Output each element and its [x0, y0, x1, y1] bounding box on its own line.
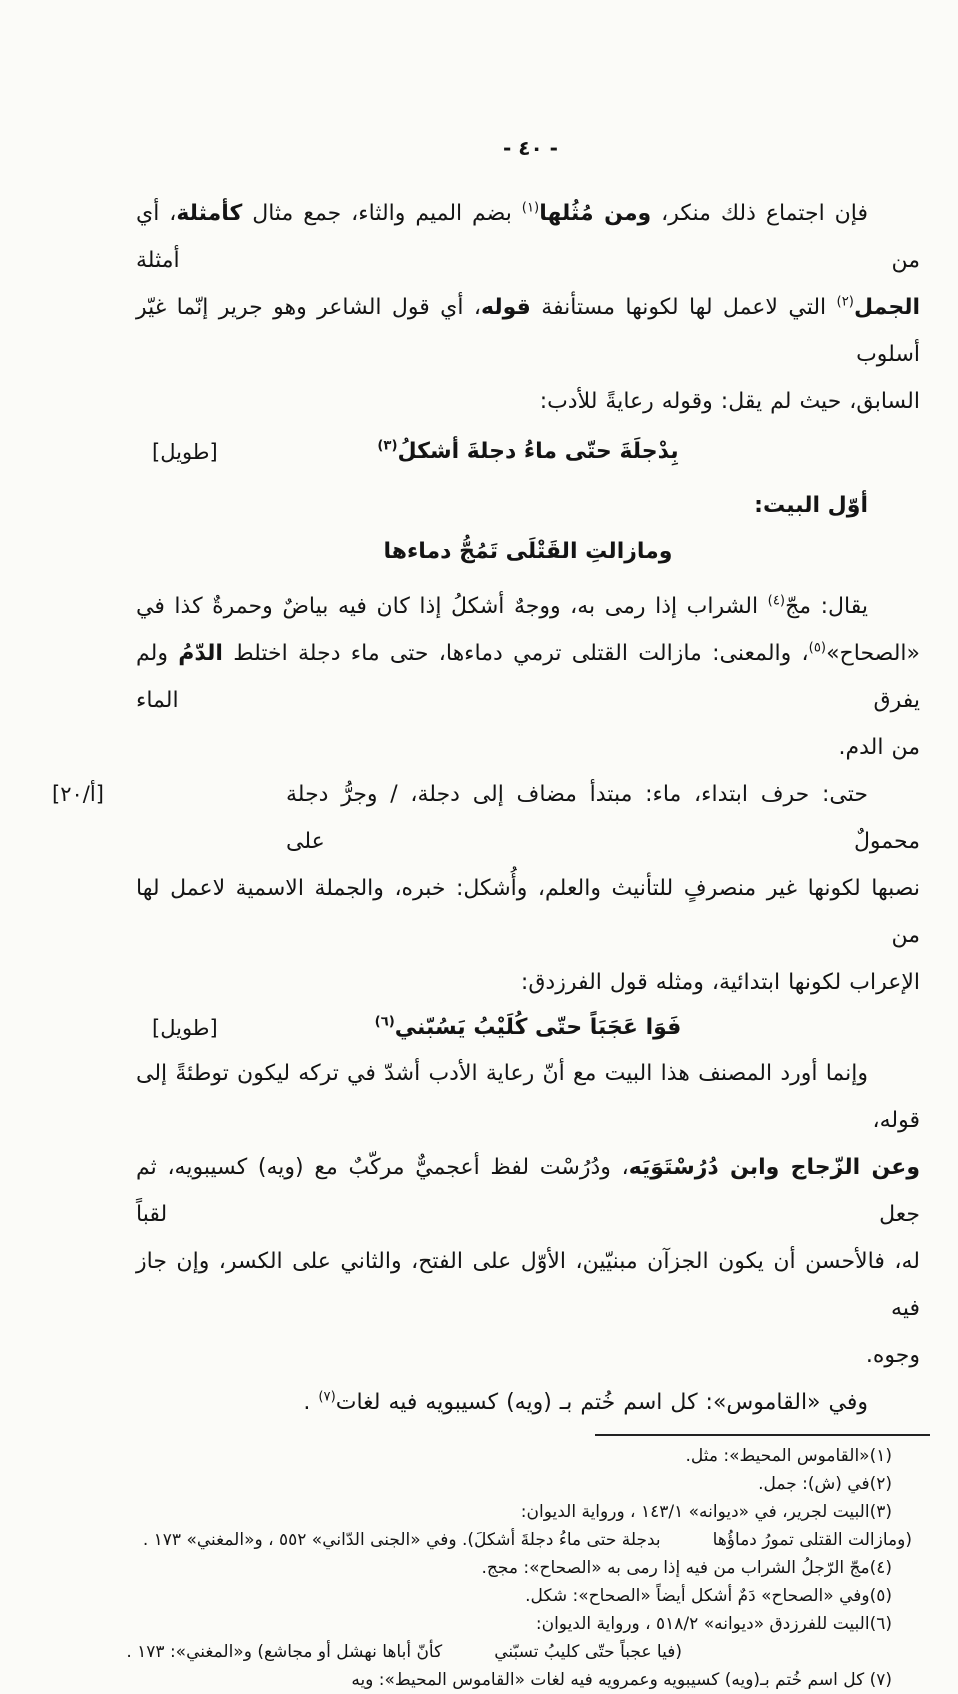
footnote-line: (٧) كل اسم خُتم بـ(ويه) كسيبويه وعمرويه فيه لغات «القاموس المحيط»: ويه	[351, 1670, 892, 1690]
scanned-book-page	[52, 0, 958, 1690]
page-number: - ٤٠ -	[503, 136, 558, 160]
paragraph	[136, 1050, 920, 1379]
footnote-line: (٤)مجّ الرّجلُ الشراب من فيه إذا رمى به «الصحاح»: مجج.	[481, 1558, 892, 1578]
body-line: وجوه.	[865, 1343, 920, 1368]
body-line-text: حتى: حرف ابتداء، ماء: مبتدأ مضاف إلى دجلة، / وجرُّ دجلة محمولٌ على	[286, 782, 920, 854]
paragraph	[136, 1379, 920, 1426]
verse-line	[136, 1006, 920, 1050]
body-line: وفي «القاموس»: كل اسم خُتم بـ (ويه) كسيبويه فيه لغات$^{(٧)}$ .	[303, 1389, 868, 1415]
verse-text: فَوَا عَجَبَاً حتّى كُلَيْبُ يَسُبّني$^{(٦)}$	[374, 1014, 682, 1040]
footnote-line: (٥)وفي «الصحاح» دَمٌ أشكل أيضاً «الصحاح»: شكل.	[525, 1586, 892, 1606]
body-line: وعن الزّجاج وابن دُرُسْتَوَيَه، ودُرُسْت لفظ أعجميٌّ مركّبٌ مع (ويه) كسيبويه، ثم جعل لقباً	[136, 1155, 920, 1227]
body-line	[52, 771, 920, 865]
footnote-line: (١)«القاموس المحيط»: مثل.	[685, 1446, 892, 1466]
body-line: الجمل$^{(٢)}$ التي لاعمل لها لكونها مستأنفة قوله، أي قول الشاعر وهو جرير إنّما غيّر أسلوب	[136, 294, 920, 367]
verse-line	[136, 530, 920, 574]
body-line: وإنما أورد المصنف هذا البيت مع أنّ رعاية الأدب أشدّ في تركه ليكون توطئةً إلى قوله،	[136, 1061, 920, 1133]
paragraph	[52, 771, 920, 1006]
verse-line	[136, 430, 920, 474]
verse-text: بِدْجلَةَ حتّى ماءُ دجلةَ أشكلُ$^{(٣)}$	[377, 438, 679, 464]
verse-text: ومازالتِ القَتْلَى تَمُجُّ دماءها	[383, 539, 673, 564]
body-line: فإن اجتماع ذلك منكر، ومن مُثُلها$^{(١)}$ بضم الميم والثاء، جمع مثال كأمثلة، أي من أمثلة	[136, 200, 920, 273]
section-label: أوّل البيت:	[754, 493, 868, 518]
body-line: من الدم.	[838, 735, 920, 760]
body-line: يقال: مجّ$^{(٤)}$ الشراب إذا رمى به، ووجهٌ أشكلُ إذا كان فيه بياضٌ وحمرةٌ كذا في	[136, 593, 868, 619]
footnote-verse-line: (ومازالت القتلى تمورُ دماؤُها بدجلة حتى ماءُ دجلةَ أشكلَ). وفي «الجنى الدّاني» ٥٥٢ ، و«المغني» ١٧٣ .	[142, 1530, 912, 1550]
footnotes	[128, 1442, 920, 1694]
body-line: الإعراب لكونها ابتدائية، ومثله قول الفرزدق:	[520, 970, 920, 995]
body-line: السابق، حيث لم يقل: وقوله رعايةً للأدب:	[539, 389, 920, 414]
page-content	[52, 190, 920, 1694]
body-line: نصبها لكونها غير منصرفٍ للتأنيث والعلم، وأُشكل: خبره، والجملة الاسمية لاعمل لها من	[136, 876, 920, 948]
meter-label: [طويل]	[152, 440, 218, 464]
folio-marker: [أ/٢٠]	[52, 782, 104, 806]
paragraph	[136, 190, 920, 425]
meter-label: [طويل]	[152, 1016, 218, 1040]
footnote-line: (٢)في (ش): جمل.	[758, 1474, 892, 1494]
footnote-line: (٦)البيت للفرزدق «ديوانه» ٥١٨/٢ ، ورواية الديوان:	[535, 1614, 892, 1634]
body-line: «الصحاح»$^{(٥)}$، والمعنى: مازالت القتلى ترمي دماءها، حتى ماء دجلة اختلط الدّمُ ولم يفرق الماء	[136, 640, 920, 713]
body-line: له، فالأحسن أن يكون الجزآن مبنيّين، الأوّل على الفتح، والثاني على الكسر، وإن جاز فيه	[136, 1249, 920, 1321]
footnote-separator	[595, 1434, 930, 1436]
paragraph	[136, 583, 920, 771]
footnote-line: (٣)البيت لجرير، في «ديوانه» ١٤٣/١ ، ورواية الديوان:	[520, 1502, 892, 1522]
footnote-verse-line: (فيا عجباً حتّى كليبُ تسبّني كأنّ أباها نهشل أو مجاشع) و«المغني»: ١٧٣ .	[126, 1642, 682, 1662]
